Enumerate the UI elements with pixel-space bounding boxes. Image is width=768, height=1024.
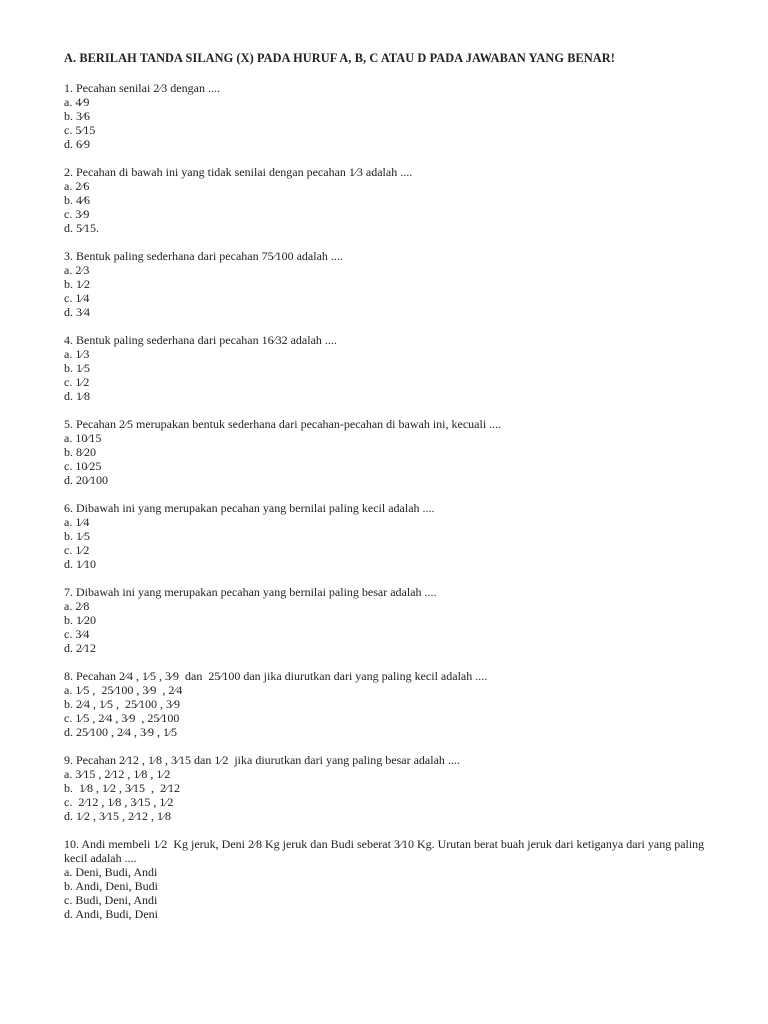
option-c: c. Budi, Deni, Andi — [64, 893, 158, 907]
question-text: 8. Pecahan 2⁄4 , 1⁄5 , 3⁄9 dan 25⁄100 dan jika diurutkan dari yang paling kecil adalah .... — [64, 669, 488, 683]
option-c: c. 5⁄15 — [64, 123, 96, 137]
question-text: 5. Pecahan 2⁄5 merupakan bentuk sederhana dari pecahan-pecahan di bawah ini, kecuali .... — [64, 417, 502, 431]
section-heading: A. BERILAH TANDA SILANG (X) PADA HURUF A, B, C ATAU D PADA JAWABAN YANG BENAR! — [64, 51, 615, 65]
option-c: c. 2⁄12 , 1⁄8 , 3⁄15 , 1⁄2 — [64, 795, 174, 809]
option-a: a. 2⁄3 — [64, 263, 90, 277]
option-c: c. 10⁄25 — [64, 459, 102, 473]
question-4 — [64, 333, 748, 403]
option-c: c. 1⁄2 — [64, 543, 90, 557]
question-10 — [64, 837, 748, 921]
option-d: d. 2⁄12 — [64, 641, 97, 655]
option-a: a. 3⁄15 , 2⁄12 , 1⁄8 , 1⁄2 — [64, 767, 171, 781]
option-a: a. 2⁄8 — [64, 599, 90, 613]
question-text: 6. Dibawah ini yang merupakan pecahan yang bernilai paling kecil adalah .... — [64, 501, 435, 515]
question-text: 3. Bentuk paling sederhana dari pecahan 75⁄100 adalah .... — [64, 249, 343, 263]
question-1 — [64, 81, 748, 151]
option-a: a. 4⁄9 — [64, 95, 90, 109]
option-d: d. 1⁄2 , 3⁄15 , 2⁄12 , 1⁄8 — [64, 809, 172, 823]
option-b: b. 2⁄4 , 1⁄5 , 25⁄100 , 3⁄9 — [64, 697, 181, 711]
option-c: c. 1⁄5 , 2⁄4 , 3⁄9 , 25⁄100 — [64, 711, 180, 725]
question-3 — [64, 249, 748, 319]
option-a: a. 2⁄6 — [64, 179, 90, 193]
option-c: c. 3⁄4 — [64, 627, 90, 641]
option-d: d. 1⁄8 — [64, 389, 91, 403]
question-text: 4. Bentuk paling sederhana dari pecahan 16⁄32 adalah .... — [64, 333, 337, 347]
option-d: d. 3⁄4 — [64, 305, 91, 319]
option-a: a. 10⁄15 — [64, 431, 102, 445]
option-c: c. 1⁄4 — [64, 291, 90, 305]
question-text: 7. Dibawah ini yang merupakan pecahan yang bernilai paling besar adalah .... — [64, 585, 437, 599]
option-d: d. Andi, Budi, Deni — [64, 907, 159, 921]
option-d: d. 1⁄10 — [64, 557, 97, 571]
option-d: d. 25⁄100 , 2⁄4 , 3⁄9 , 1⁄5 — [64, 725, 178, 739]
question-text: 1. Pecahan senilai 2⁄3 dengan .... — [64, 81, 220, 95]
option-a: a. 1⁄5 , 25⁄100 , 3⁄9 , 2⁄4 — [64, 683, 183, 697]
question-7 — [64, 585, 748, 655]
option-a: a. 1⁄4 — [64, 515, 90, 529]
question-text: 9. Pecahan 2⁄12 , 1⁄8 , 3⁄15 dan 1⁄2 jika diurutkan dari yang paling besar adalah .... — [64, 753, 460, 767]
option-b: b. Andi, Deni, Budi — [64, 879, 159, 893]
question-6 — [64, 501, 748, 571]
option-b: b. 4⁄6 — [64, 193, 91, 207]
question-5 — [64, 417, 748, 487]
question-9 — [64, 753, 748, 823]
option-c: c. 3⁄9 — [64, 207, 90, 221]
option-b: b. 1⁄2 — [64, 277, 91, 291]
option-a: a. Deni, Budi, Andi — [64, 865, 158, 879]
option-b: b. 1⁄5 — [64, 529, 91, 543]
option-b: b. 3⁄6 — [64, 109, 91, 123]
question-text: 2. Pecahan di bawah ini yang tidak senilai dengan pecahan 1⁄3 adalah .... — [64, 165, 413, 179]
option-d: d. 6⁄9 — [64, 137, 91, 151]
question-text: 10. Andi membeli 1⁄2 Kg jeruk, Deni 2⁄8 Kg jeruk dan Budi seberat 3⁄10 Kg. Urutan berat buah jeruk dari ketiganya dari yang paling kecil adalah .... — [64, 837, 708, 865]
option-d: d. 20⁄100 — [64, 473, 109, 487]
option-b: b. 8⁄20 — [64, 445, 97, 459]
question-8 — [64, 669, 748, 739]
question-2 — [64, 165, 748, 235]
option-d: d. 5⁄15. — [64, 221, 100, 235]
option-b: b. 1⁄20 — [64, 613, 97, 627]
option-b: b. 1⁄8 , 1⁄2 , 3⁄15 , 2⁄12 — [64, 781, 181, 795]
option-a: a. 1⁄3 — [64, 347, 90, 361]
option-c: c. 1⁄2 — [64, 375, 90, 389]
option-b: b. 1⁄5 — [64, 361, 91, 375]
